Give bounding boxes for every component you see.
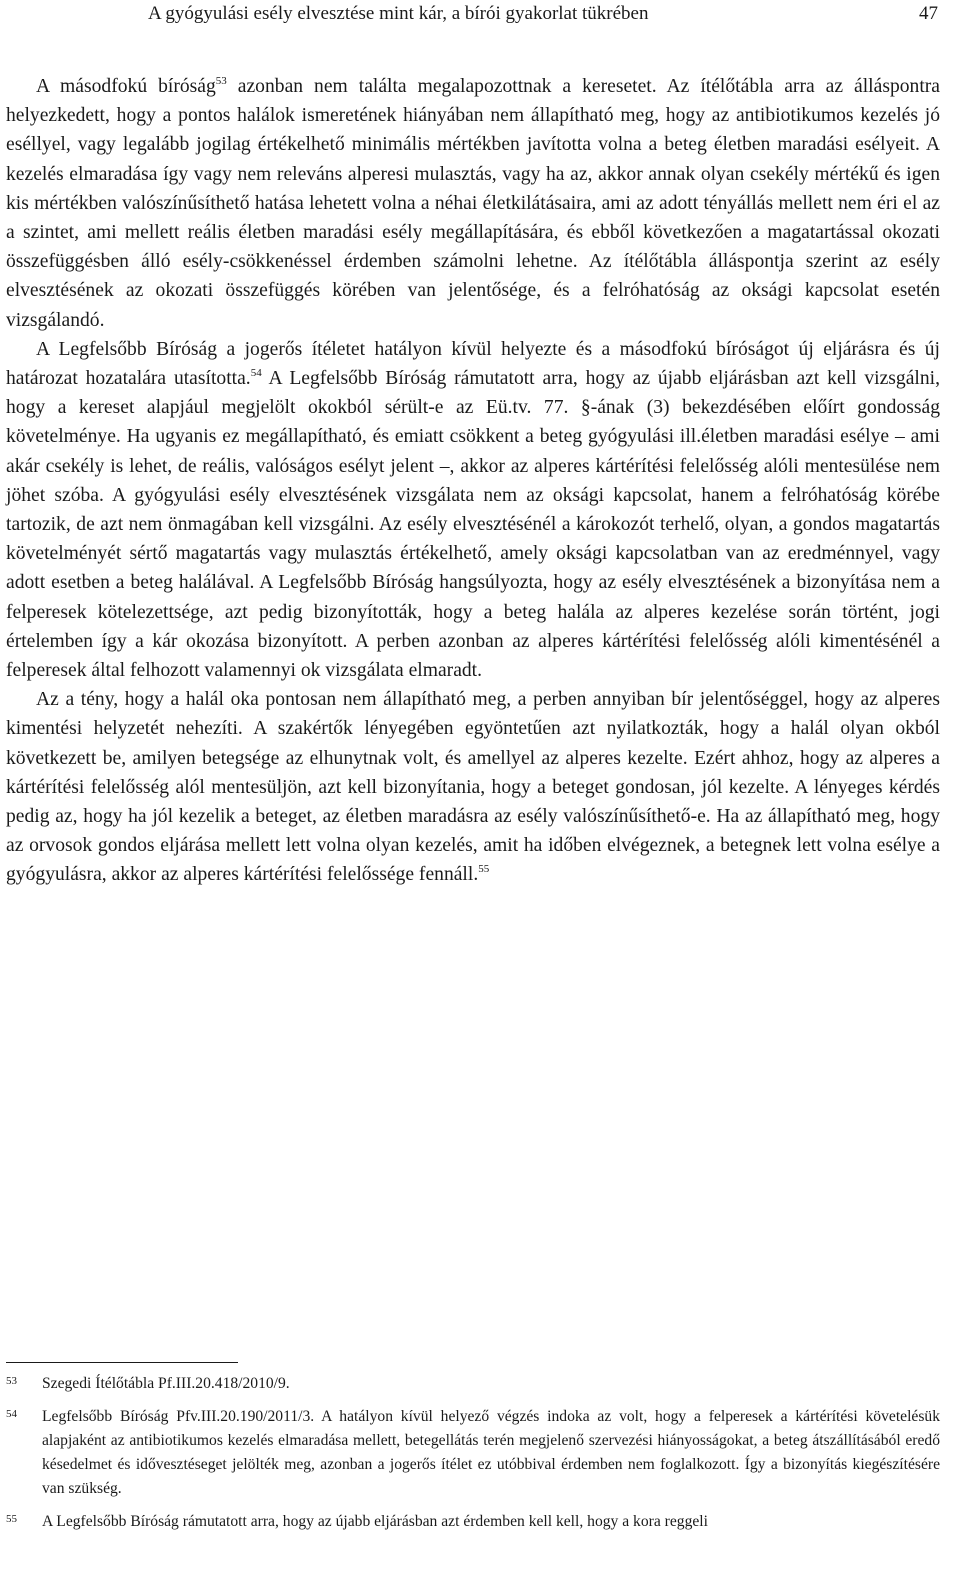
footnote-number: 53 — [6, 1375, 17, 1387]
footnote — [6, 1372, 940, 1396]
footnote-text: Szegedi Ítélőtábla Pf.III.20.418/2010/9. — [42, 1375, 290, 1392]
footnote-text: A Legfelsőbb Bíróság rámutatott arra, hogy az újabb eljárásban azt érdemben kell kell, hogy a kora reggeli — [42, 1513, 708, 1530]
paragraph-text: A Legfelsőbb Bíróság a jogerős ítéletet hatályon kívül helyezte és a másodfokú bíróságot új eljárásra és új határozat hozatalára utasította. — [6, 338, 940, 390]
page-number: 47 — [919, 3, 938, 24]
paragraph — [6, 72, 940, 335]
footnote — [6, 1405, 940, 1501]
paragraph — [6, 685, 940, 889]
footnote-number: 55 — [6, 1513, 17, 1525]
footnote — [6, 1510, 940, 1534]
paragraph — [6, 335, 940, 685]
footnote-reference[interactable]: 55 — [478, 863, 490, 876]
paragraph-text: Az a tény, hogy a halál oka pontosan nem állapítható meg, a perben annyiban bír jelentőséggel, hogy az alperes kimentési helyzetét nehezíti. A szakértők lényegében egyöntetűen azt nyilatkozták, hogy a halál olyan okból következett be, amilyen betegsége az elhunytnak volt, és amellyel az alperes kezelte. Ezért ahhoz, hogy az alperes a kártérítési felelősség alól mentesüljön, azt kell bizonyítania, hogy a beteget gondosan, jól kezelte. A lényeges kérdés pedig az, hogy ha jól kezelik a beteget, az életben maradásra az esély valószínűsíthető-e. Ha az állapítható meg, hogy az orvosok gondos eljárása mellett lett volna olyan kezelés, amit ha időben elvégeznek, a betegnek lett volna esélye a gyógyulásra, akkor az alperes kártérítési felelőssége fennáll. — [6, 689, 940, 886]
running-header — [148, 0, 938, 30]
paragraph-text: A másodfokú bíróság — [36, 76, 216, 97]
footnote-number: 54 — [6, 1408, 17, 1420]
footnotes — [6, 1372, 940, 1543]
running-header-title: A gyógyulási esély elvesztése mint kár, a bírói gyakorlat tükrében — [148, 3, 649, 24]
footnote-reference[interactable]: 53 — [215, 75, 227, 87]
footnote-text: Legfelsőbb Bíróság Pfv.III.20.190/2011/3. A hatályon kívül helyező végzés indoka az volt, hogy a felperesek a kártérítési követelésük alapjaként az antibiotikumos kezelés elmaradása mellett, betegellátás terén megjelenő szervezési hiányosságokat, a beteg átszállításából eredő késedelmet és idővesztéseget jelölték meg, azonban a jogerős ítélet ez utóbbival érdemben nem foglalkozott. Így a bizonyítás kiegészítésére van szükség. — [42, 1408, 940, 1497]
paragraph-text: azonban nem találta megalapozottnak a keresetet. Az ítélőtábla arra az álláspontra helyezkedett, hogy a pontos halálok ismeretének hiányában nem állapítható meg, hogy az antibiotikumos kezelés jó eséllyel, vagy legalább jogilag értékelhető minimális mértékben javította volna a beteg életben maradási esélyeit. A kezelés elmaradása így vagy nem releváns alperesi mulasztás, vagy ha az, akkor annak olyan csekély mértékű és igen kis mértékben valószínűsíthető hatása lehetett volna a néhai életkilátásaira, ami az adott tényállás mellett nem éri el az a szintet, ami mellett reális életben maradási esély megállapítására, és ebből következően a magatartással okozati összefüggésben álló esély-csökkenéssel érdemben számolni lehetne. Az ítélőtábla álláspontja szerint az esély elvesztésének az okozati összefüggés körében van jelentősége, és a felróhatóság az oksági kapcsolat esetén vizsgálandó. — [6, 76, 941, 331]
body-text — [6, 72, 940, 890]
paragraph-text: A Legfelsőbb Bíróság rámutatott arra, hogy az újabb eljárásban azt kell vizsgálni, hogy a kereset alapjául megjelölt okokból sérült-e az Eü.tv. 77. §-ának (3) bekezdésében előírt gondosság követelménye. Ha ugyanis ez megállapítható, és emiatt csökkent a beteg gyógyulási ill.életben maradási esélye – ami akár csekély is lehet, de reális, valóságos esélyt jelent –, akkor az alperes kártérítési felelősség alóli mentesülése nem jöhet szóba. A gyógyulási esély elvesztésének vizsgálata nem az oksági kapcsolat, hanem a felróhatóság körébe tartozik, de azt nem önmagában kell vizsgálni. Az esély elvesztésénél a károkozót terhelő, olyan, a gondos magatartás követelményét sértő magatartás vagy mulasztás értékelhető, amely oksági kapcsolatban van az eredménnyel, vagy adott esetben a beteg halálával. A Legfelsőbb Bíróság hangsúlyozta, hogy az esély elvesztésének a bizonyítása nem a felperesek kötelezettsége, azt pedig bizonyították, hogy a beteg halála az alperes kezelése során történt, jogi értelemben így a kár okozása bizonyított. A perben azonban az alperes kártérítési felelősség alóli kimentésénél a felperesek által felhozott valamennyi ok vizsgálata elmaradt. — [6, 368, 941, 682]
footnote-separator — [6, 1362, 238, 1363]
footnote-reference[interactable]: 54 — [250, 367, 262, 380]
